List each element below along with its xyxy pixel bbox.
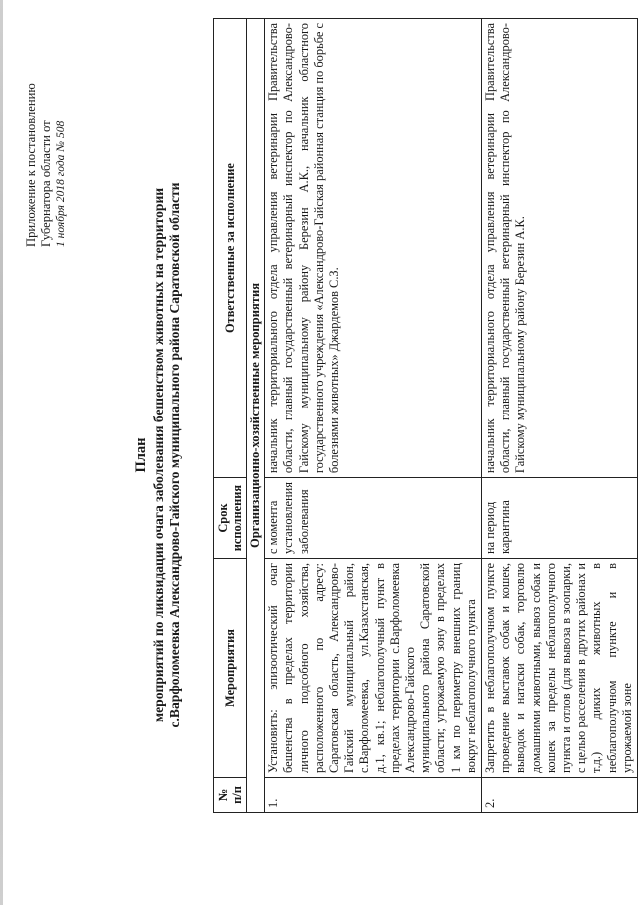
appendix-line-2: Губернатора области от bbox=[39, 120, 53, 247]
heading-line-1: мероприятий по ликвидации очага заболевания бешенством животных на территории bbox=[151, 187, 166, 723]
row-responsible: начальник территориального отдела управления ветеринарии Правительства области, главный государственный ветеринарный инспектор по Александрово-Гайскому муниципальному району Березин А.К., начальник областного государственного учреждения «Александрово-Гайская районная станция по борьбе с болезнями животных» Джардемов С.З. bbox=[265, 19, 482, 478]
row-number: 2. bbox=[482, 778, 638, 813]
section-row bbox=[247, 19, 265, 813]
section-title: Организационно-хозяйственные мероприятия bbox=[247, 19, 265, 813]
table-row bbox=[265, 19, 482, 813]
measures-table bbox=[213, 18, 638, 813]
row-number: 1. bbox=[265, 778, 482, 813]
table-row bbox=[482, 19, 638, 813]
row-measure: Установить: эпизоотический очаг бешенства в пределах территории личного подсобного хозяйства, расположенного по адресу: Саратовская область, Александрово-Гайский муниципальный район, с.Варфоломеевка, ул.Казахстанская, д.1, кв.1; неблагополучный пункт в пределах территории с.Варфоломеевка Александрово-Гайского муниципального района Саратовской области; угрожаемую зону в пределах 1 км по периметру внешних границ вокруг неблагополучного пункта bbox=[265, 559, 482, 778]
row-term: на период карантина bbox=[482, 478, 638, 559]
header-responsible: Ответственные за исполнение bbox=[214, 19, 247, 478]
appendix-note bbox=[24, 17, 69, 247]
document-title: План bbox=[133, 437, 149, 473]
appendix-line-3: 1 ноября 2018 года № 508 bbox=[55, 120, 67, 247]
scan-edge-shadow bbox=[0, 0, 3, 905]
row-term: с момента установления заболевания bbox=[265, 478, 482, 559]
row-responsible: начальник территориального отдела управления ветеринарии Правительства области, главный государственный ветеринарный инспектор по Александрово-Гайскому муниципальному району Березин А.К. bbox=[482, 19, 638, 478]
header-term: Срок исполнения bbox=[214, 478, 247, 559]
row-measure: Запретить в неблагополучном пункте проведение выставок собак и кошек, выводок и натаски собак, торговлю домашними животными, вывоз собак и кошек за пределы неблагополучного пункта и отлов (для вывоза в зоопарки, с целью расселения в других районах и т.д.) диких животных в неблагополучном пункте и в угрожаемой зоне bbox=[482, 559, 638, 778]
table-header-row bbox=[214, 19, 247, 813]
appendix-line-1: Приложение к постановлению bbox=[24, 83, 38, 247]
document-heading bbox=[133, 55, 183, 855]
document-page bbox=[8, 5, 634, 895]
heading-line-2: с.Варфоломеевка Александрово-Гайского муниципального района Саратовской области bbox=[167, 182, 182, 728]
header-number: № п/п bbox=[214, 778, 247, 813]
header-measures: Мероприятия bbox=[214, 559, 247, 778]
